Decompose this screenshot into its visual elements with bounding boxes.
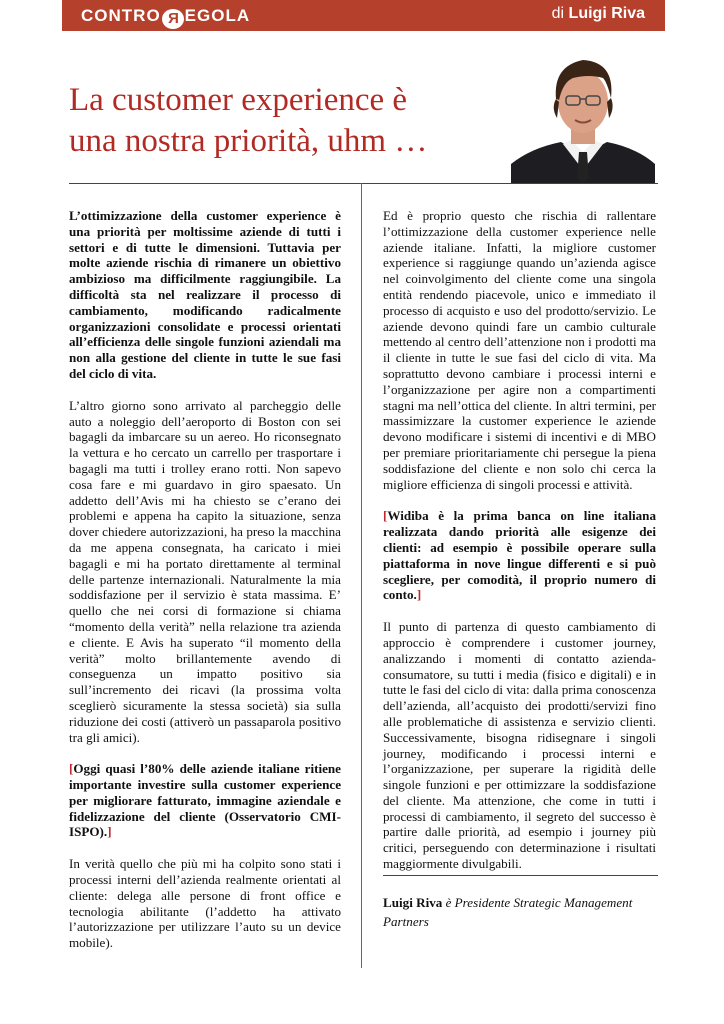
signature-divider <box>383 875 658 876</box>
body-paragraph: L’altro giorno sono arrivato al parcheggio delle auto a noleggio dell’aeroporto di Boston con sei bagagli da imbarcare su un aereo. Ho riconsegnato la vettura e ho cercato un carrello per trasportare i bagagli ma tutti i trolley erano rotti. Non sapevo cosa fare e mi guardavo in giro spaesato. Un addetto dell’Avis mi ha chiesto se c’erano dei problemi e appena ha capito la situazione, senza dover chiedere autorizzazioni, ha preso la macchina da me appena consegnata, ha caricato i miei bagagli e mi ha portato direttamente al terminal delle partenze internazionali. Naturalmente la mia soddisfazione per il servizio è stata massima. E’ quello che nei corsi di formazione si chiama “momento della verità” nella relazione tra azienda e cliente. E Avis ha superato “il momento della verità” molto brillantemente avendo di conseguenza un impatto positivo sia sull’incremento dei ricavi (la prossima volta sceglierò sicuramente la stessa società) sia sulla riduzione dei costi (attiverò un passaparola positivo tra gli amici). <box>69 397 341 745</box>
pull-quote: [Oggi quasi l’80% delle aziende italiane ritiene importante investire sulla customer experience per migliorare fatturato, immagine aziendale e fidelizzazione del cliente (Osservatorio CMI-ISPO).] <box>69 761 341 840</box>
author-signature: Luigi Riva è Presidente Strategic Management Partners <box>383 895 633 929</box>
body-paragraph: Il punto di partenza di questo cambiamento di approccio è comprendere i customer journey, analizzando i momenti di contatto azienda-consumatore, su tutti i media (fisico e digitali) e in tutte le fasi del ciclo di vita: dalla prima conoscenza dell’azienda, all’acquisto dei prodotti/servizi fino alle problematiche di assistenza e servizio clienti. Successivamente, bisogna ridisegnare i singoli journey, modificando i processi interni e l’organizzazione, per superare la rigidità delle singole funzioni e per ottimizzare la soddisfazione del cliente. Ma attenzione, che come in tutti i processi di cambiamento, il segreto del successo è partire dalle priorità, ad esempio i journey più critici, perseguendo con determinazione i risultati maggiormente divulgabili. <box>383 619 656 872</box>
column-left <box>69 208 341 967</box>
author-portrait <box>511 52 655 183</box>
brand-logo: CONTRO R EGOLA <box>81 6 251 27</box>
column-divider <box>361 183 362 968</box>
column-right <box>383 208 656 888</box>
header-banner <box>62 0 665 31</box>
body-paragraph: Ed è proprio questo che rischia di rallentare l’ottimizzazione della customer experience nelle aziende italiane. Infatti, la migliore customer experience si raggiunge quando un’azienda agisce nel coinvolgimento del cliente come una singola entità rendendo piacevole, unico e immediato il processo di acquisto e uso del prodotto/servizio. Le aziende devono quindi fare un cambio culturale mettendo al centro dell’attenzione non i prodotti ma il cliente in tutte le sue fasi del ciclo di vita. Ma soprattutto devono cambiare i processi interni e l’organizzazione per agire non a compartimenti stagni ma nell’ottica del cliente. In altri termini, per massimizzare la customer experience le aziende devono modificare i sistemi di incentivi e di MBO per premiare prioritariamente chi persegue la piena soddisfazione del cliente e non solo chi cerca la migliore efficienza di singoli processi e attività. <box>383 208 656 492</box>
brand-logo-r: R <box>162 9 184 29</box>
article-title: La customer experience è una nostra priorità, uhm … <box>69 82 428 159</box>
header-divider <box>69 183 658 184</box>
intro-paragraph: L’ottimizzazione della customer experience è una priorità per moltissime aziende di tutti i settori e di tutte le dimensioni. Tuttavia per molte aziende rischia di rimanere un obiettivo ambizioso ma difficilmente raggiungibile. La difficoltà sta nel realizzare il processo di cambiamento, modificando radicalmente organizzazioni consolidate e processi orientati all’efficienza delle singole funzioni aziendali ma non alla gestione del cliente in tutte le sue fasi del ciclo di vita. <box>69 208 341 381</box>
body-paragraph: In verità quello che più mi ha colpito sono stati i processi interni dell’azienda realmente orientati al cliente: delega alle persone di front office e tecnologia abilitante (l’addetto ha attivato l’autorizzazione per utilizzare l’auto su un device mobile). <box>69 856 341 951</box>
header-byline: di Luigi Riva <box>551 5 645 22</box>
pull-quote: [Widiba è la prima banca on line italiana realizzata dando priorità alle esigenze dei clienti: ad esempio è possibile operare sulla piattaforma in nove lingue differenti e si può scegliere, per comodità, il proprio numero di conto.] <box>383 508 656 603</box>
